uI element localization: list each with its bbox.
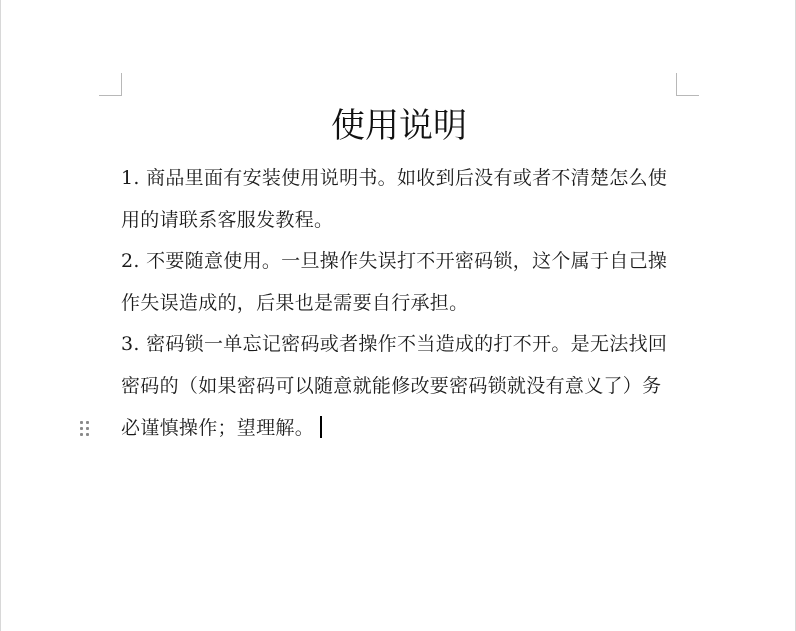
margin-corner-top-right bbox=[676, 73, 699, 96]
paragraph-3-text: 3. 密码锁一单忘记密码或者操作不当造成的打不开。是无法找回密码的（如果密码可以随意就能修改要密码锁就没有意义了）务必谨慎操作；望理解。 bbox=[121, 333, 668, 439]
document-title[interactable]: 使用说明 bbox=[331, 106, 467, 146]
paragraph-1[interactable]: 1. 商品里面有安装使用说明书。如收到后没有或者不清楚怎么使用的请联系客服发教程。 bbox=[121, 167, 668, 231]
paragraph-2[interactable]: 2. 不要随意使用。一旦操作失误打不开密码锁，这个属于自己操作失误造成的，后果也是需要自行承担。 bbox=[121, 250, 668, 314]
paragraph-3[interactable] bbox=[121, 324, 677, 449]
document-body[interactable] bbox=[121, 158, 677, 449]
drag-handle-dot bbox=[86, 427, 89, 430]
drag-handle-dot bbox=[80, 433, 83, 436]
drag-handle-dot bbox=[80, 421, 83, 424]
drag-handle-dot bbox=[86, 433, 89, 436]
margin-corner-top-left bbox=[99, 73, 122, 96]
drag-handle-dot bbox=[80, 427, 83, 430]
drag-handle-icon[interactable] bbox=[79, 420, 91, 436]
drag-handle-dot bbox=[86, 421, 89, 424]
text-cursor bbox=[320, 416, 322, 438]
